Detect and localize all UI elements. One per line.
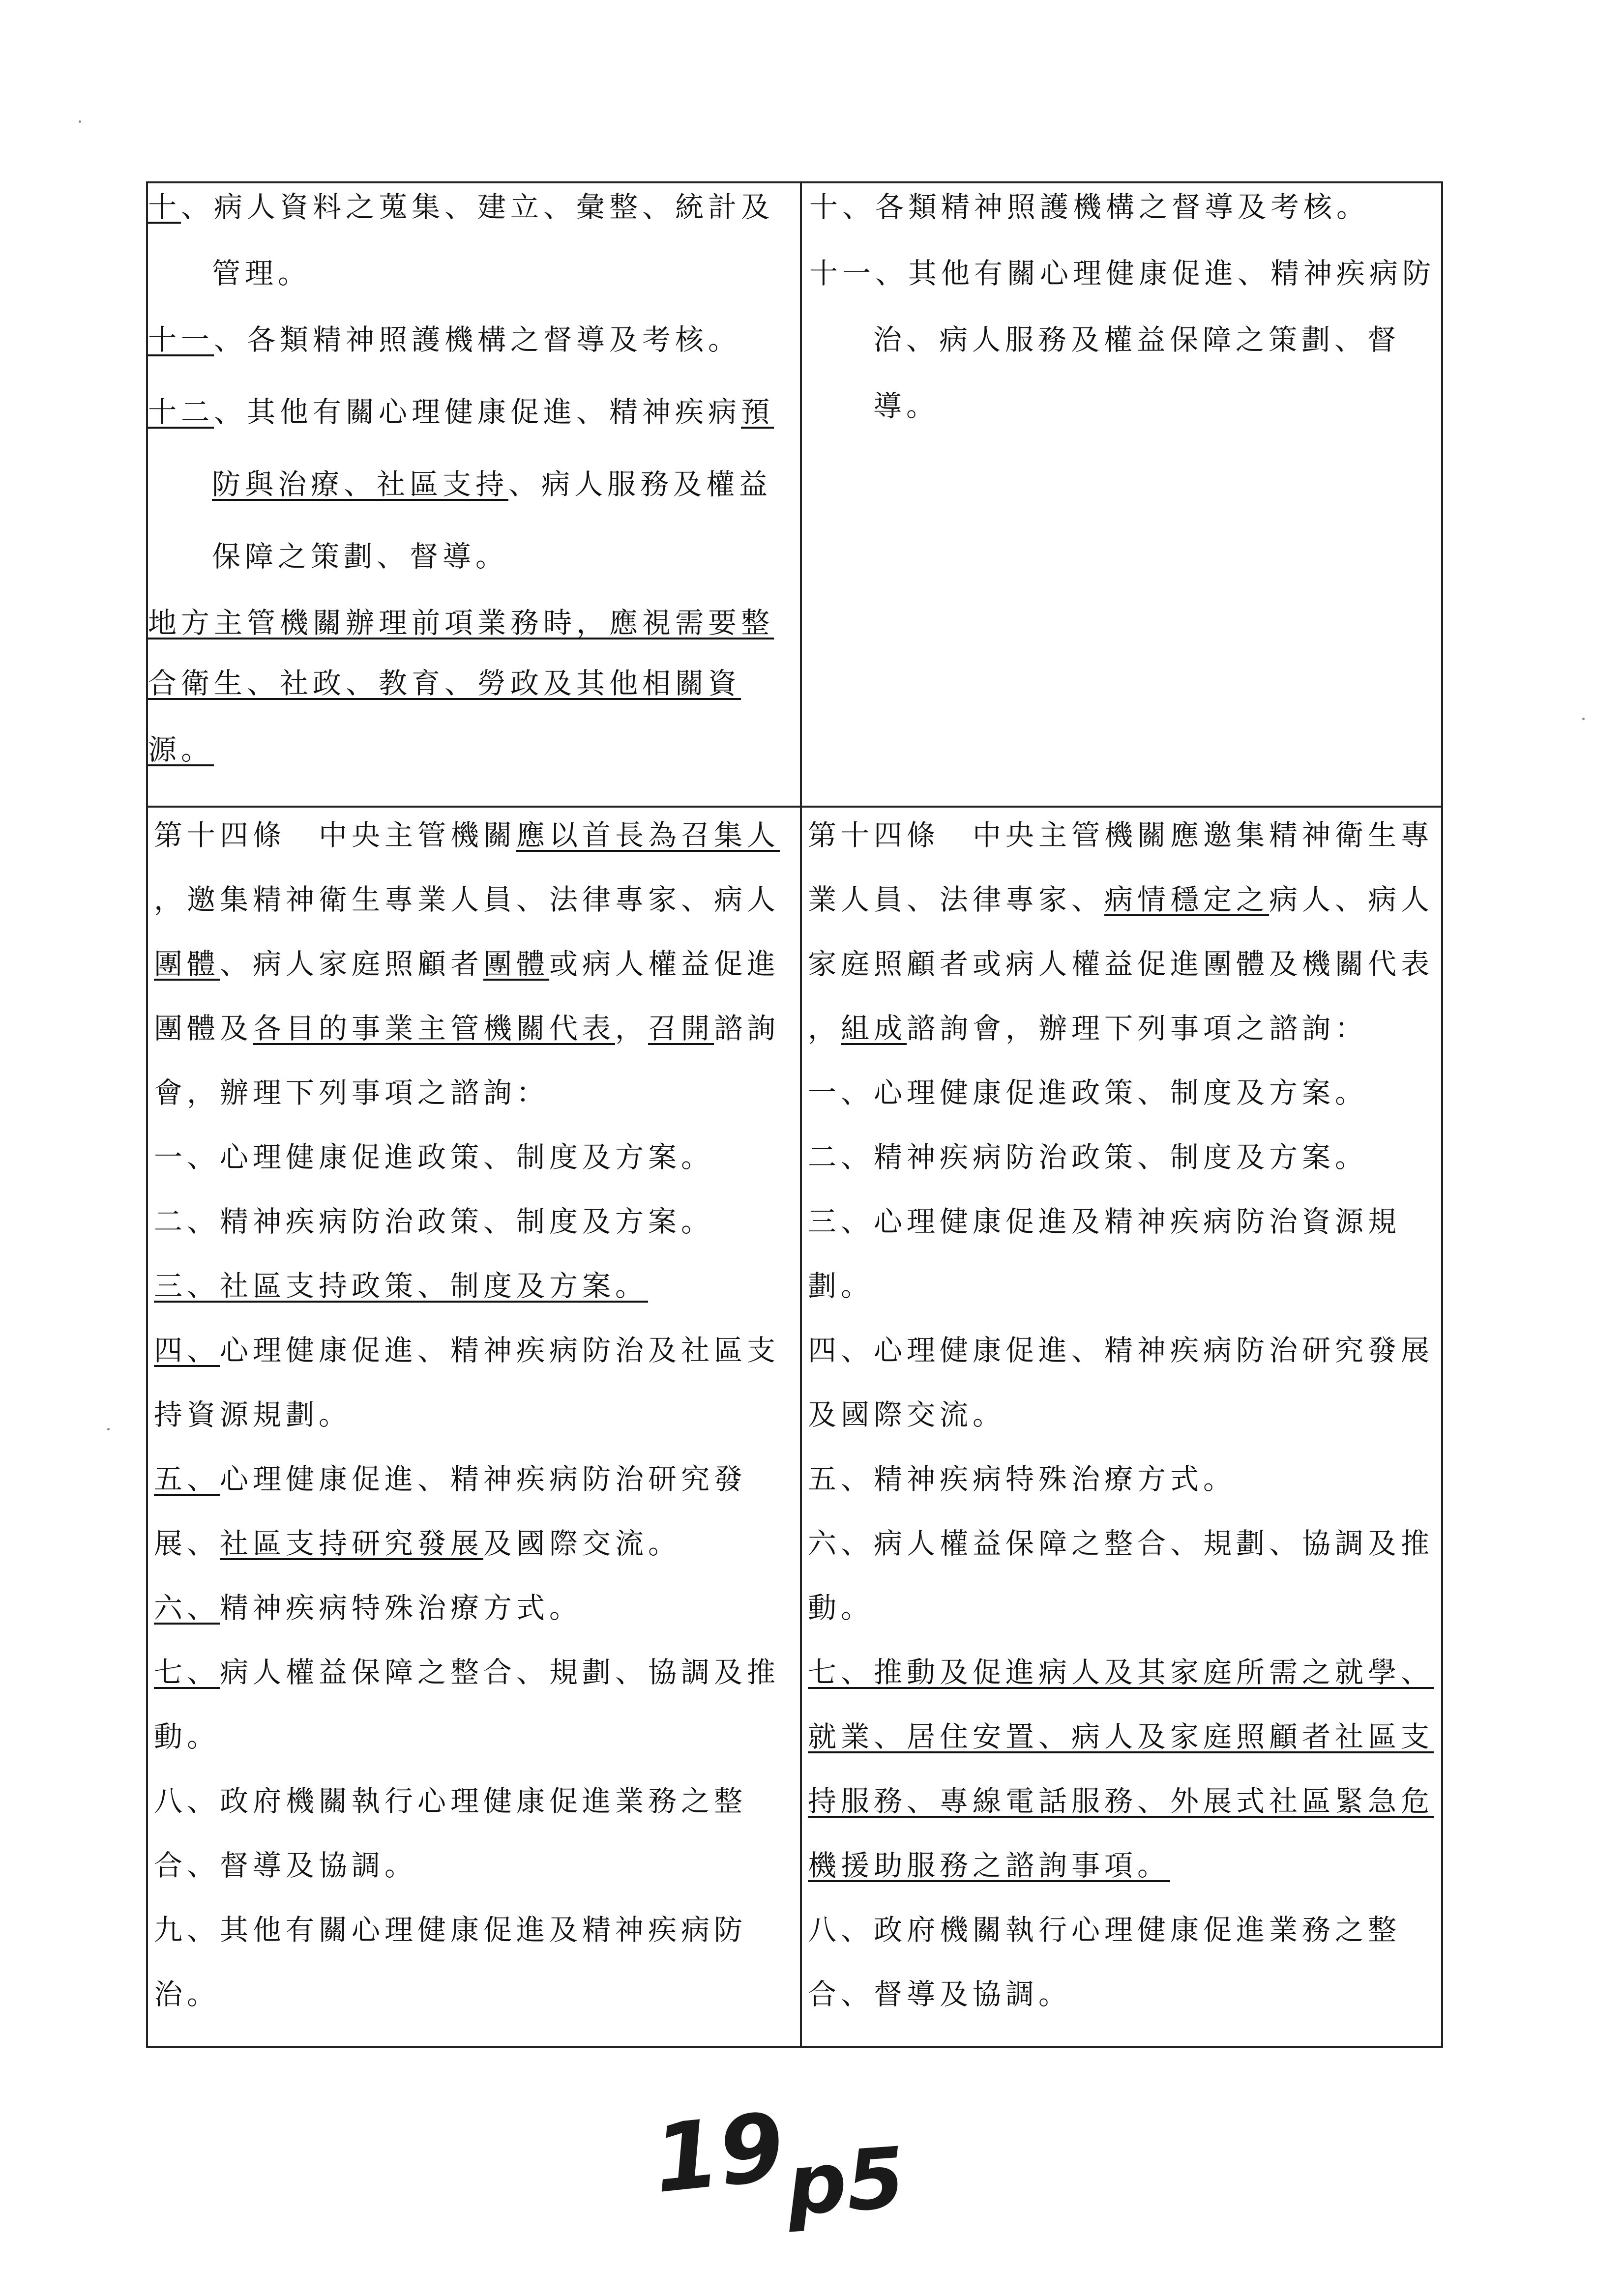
underlined-amendment-text: 防與治療、社區支持	[212, 467, 509, 501]
underlined-amendment-text: 五、	[154, 1462, 220, 1496]
text-segment: 病人權益保障之整合、規劃、協調及推	[220, 1656, 780, 1689]
text-segment: 二、精神疾病防治政策、制度及方案。	[808, 1140, 1368, 1174]
text-line	[154, 1590, 582, 1626]
text-line	[154, 1526, 681, 1561]
text-line	[154, 817, 780, 853]
text-segment: 心理健康促進、精神疾病防治及社區支	[220, 1334, 780, 1367]
text-segment: 、各類精神照護機構之督導及考核。	[214, 323, 741, 356]
row-1-current-text-cell	[802, 183, 1441, 806]
text-line	[154, 1912, 747, 1947]
text-segment: 第十四條 中央主管機關應邀集精神衛生專	[808, 818, 1434, 852]
underlined-amendment-text: 應以首長為召集人	[516, 818, 780, 852]
underlined-amendment-text: 十	[148, 190, 181, 224]
handwritten-page-marker: p5	[783, 2129, 908, 2235]
text-line	[808, 946, 1434, 982]
text-segment: 九、其他有關心理健康促進及精神疾病防	[154, 1913, 747, 1947]
text-segment: ，	[615, 1012, 649, 1045]
row-2-current-text-cell	[802, 808, 1441, 2046]
underlined-amendment-text: 合衛生、社政、教育、勞政及其他相關資	[148, 667, 741, 700]
scan-speck	[1582, 718, 1585, 720]
text-segment: 業人員、法律專家、	[808, 883, 1105, 916]
text-line	[808, 1655, 1434, 1690]
text-line	[808, 1526, 1434, 1561]
text-segment: 或病人權益促進	[549, 947, 780, 981]
text-segment: 八、政府機關執行心理健康促進業務之整	[808, 1913, 1401, 1947]
text-segment: 劃。	[808, 1269, 874, 1303]
underlined-amendment-text: 七、	[154, 1656, 220, 1689]
underlined-amendment-text: 預	[741, 395, 774, 429]
text-segment: 諮詢會，辦理下列事項之諮詢：	[907, 1012, 1368, 1045]
text-line	[154, 1655, 780, 1690]
text-segment: 二、精神疾病防治政策、制度及方案。	[154, 1205, 714, 1238]
text-segment: 五、精神疾病特殊治療方式。	[808, 1462, 1237, 1496]
text-segment: 合、督導及協調。	[154, 1849, 418, 1882]
text-segment: 三、心理健康促進及精神疾病防治資源規	[808, 1205, 1401, 1238]
text-line	[808, 1268, 874, 1304]
text-segment: 保障之策劃、督導。	[212, 540, 509, 573]
text-line	[808, 1011, 1368, 1046]
text-segment: 十、各類精神照護機構之督導及考核。	[809, 190, 1370, 224]
text-line	[148, 666, 741, 701]
text-segment: 持資源規劃。	[154, 1398, 352, 1431]
text-line	[809, 256, 1435, 291]
underlined-amendment-text: 四、	[154, 1334, 220, 1367]
text-line	[148, 394, 774, 430]
text-segment: 第十四條 中央主管機關	[154, 818, 517, 852]
text-segment: 十一、其他有關心理健康促進、精神疾病防	[809, 257, 1436, 290]
text-segment: 、病人資料之蒐集、建立、彙整、統計及	[181, 190, 774, 224]
text-line	[873, 388, 939, 424]
text-line	[212, 539, 508, 574]
underlined-amendment-text: 地方主管機關辦理前項業務時，應視需要整	[148, 606, 774, 639]
underlined-amendment-text: 源。	[148, 733, 214, 766]
underlined-amendment-text: 團體	[154, 947, 220, 981]
text-line	[212, 466, 772, 502]
underlined-amendment-text: 持服務、專線電話服務、外展式社區緊急危	[808, 1784, 1434, 1818]
text-line	[808, 1912, 1401, 1947]
text-line	[154, 1139, 714, 1175]
underlined-amendment-text: 病情穩定之	[1104, 883, 1270, 916]
text-segment: 導。	[873, 389, 940, 423]
text-line	[808, 1204, 1401, 1239]
underlined-amendment-text: 機援助服務之諮詢事項。	[808, 1849, 1171, 1882]
text-line	[154, 1075, 549, 1110]
text-segment: 展、	[154, 1527, 220, 1560]
underlined-amendment-text: 十一	[148, 323, 214, 356]
comparison-table	[146, 181, 1443, 2048]
text-line	[148, 732, 214, 767]
underlined-amendment-text: 三、社區支持政策、制度及方案。	[154, 1269, 649, 1303]
handwritten-page-number: 19	[649, 2092, 790, 2214]
scan-speck	[79, 120, 81, 123]
text-line	[154, 1011, 780, 1046]
text-segment: 、病人服務及權益	[508, 467, 772, 501]
text-segment: 治、病人服務及權益保障之策劃、督	[873, 323, 1401, 356]
text-line	[148, 322, 741, 357]
text-segment: 一、心理健康促進政策、制度及方案。	[808, 1076, 1368, 1109]
text-segment: 諮詢	[714, 1012, 780, 1045]
text-segment: ，邀集精神衛生專業人員、法律專家、病人	[154, 883, 780, 916]
text-line	[154, 1204, 714, 1239]
underlined-amendment-text: 社區支持研究發展	[220, 1527, 484, 1560]
text-line	[808, 1075, 1368, 1110]
text-line	[808, 1397, 1005, 1432]
text-segment: 團體及	[154, 1012, 253, 1045]
text-line	[148, 605, 774, 640]
underlined-amendment-text: 組成	[841, 1012, 907, 1045]
text-segment: 動。	[808, 1591, 874, 1625]
text-line	[154, 882, 780, 917]
scan-speck	[107, 1428, 110, 1430]
text-segment: 動。	[154, 1720, 220, 1753]
underlined-amendment-text: 七、推動及促進病人及其家庭所需之就學、	[808, 1656, 1434, 1689]
text-line	[808, 817, 1434, 853]
underlined-amendment-text: 召開	[648, 1012, 714, 1045]
text-segment: 及國際交流。	[483, 1527, 681, 1560]
row-2-amended-text-cell	[148, 808, 800, 2046]
row-1-amended-text-cell	[148, 183, 800, 806]
text-segment: 八、政府機關執行心理健康促進業務之整	[154, 1784, 747, 1818]
text-segment: 合、督導及協調。	[808, 1977, 1072, 2011]
text-segment: 治。	[154, 1977, 220, 2011]
text-line	[873, 322, 1400, 357]
text-line	[154, 1976, 220, 2012]
text-line	[154, 1783, 747, 1819]
text-line	[808, 882, 1434, 917]
text-line	[154, 1397, 352, 1432]
text-segment: 病人、病人	[1269, 883, 1434, 916]
text-line	[154, 946, 780, 982]
text-segment: 管理。	[212, 257, 311, 290]
text-line	[808, 1976, 1071, 2012]
underlined-amendment-text: 各目的事業主管機關代表	[253, 1012, 616, 1045]
text-segment: 精神疾病特殊治療方式。	[220, 1591, 583, 1625]
underlined-amendment-text: 就業、居住安置、病人及家庭照顧者社區支	[808, 1720, 1434, 1753]
text-segment: 四、心理健康促進、精神疾病防治研究發展	[808, 1334, 1434, 1367]
text-line	[808, 1719, 1434, 1754]
text-segment: 心理健康促進、精神疾病防治研究發	[220, 1462, 747, 1496]
text-line	[808, 1590, 874, 1626]
text-segment: 及國際交流。	[808, 1398, 1006, 1431]
text-line	[148, 189, 774, 225]
text-line	[154, 1268, 648, 1304]
text-segment: 、其他有關心理健康促進、精神疾病	[214, 395, 741, 429]
text-line	[154, 1461, 747, 1497]
text-line	[154, 1848, 417, 1883]
text-line	[154, 1333, 780, 1368]
text-segment: 六、病人權益保障之整合、規劃、協調及推	[808, 1527, 1434, 1560]
underlined-amendment-text: 十二	[148, 395, 214, 429]
underlined-amendment-text: 團體	[483, 947, 550, 981]
text-line	[154, 1719, 220, 1754]
text-line	[809, 189, 1369, 225]
text-segment: 會，辦理下列事項之諮詢：	[154, 1076, 550, 1109]
text-segment: 一、心理健康促進政策、制度及方案。	[154, 1140, 714, 1174]
text-segment: 家庭照顧者或病人權益促進團體及機關代表	[808, 947, 1434, 981]
text-segment: 、病人家庭照顧者	[220, 947, 484, 981]
text-line	[808, 1783, 1434, 1819]
text-line	[808, 1333, 1434, 1368]
text-line	[212, 256, 311, 291]
text-line	[808, 1848, 1170, 1883]
text-line	[808, 1461, 1236, 1497]
text-line	[808, 1139, 1368, 1175]
underlined-amendment-text: 六、	[154, 1591, 220, 1625]
text-segment: ，	[808, 1012, 841, 1045]
